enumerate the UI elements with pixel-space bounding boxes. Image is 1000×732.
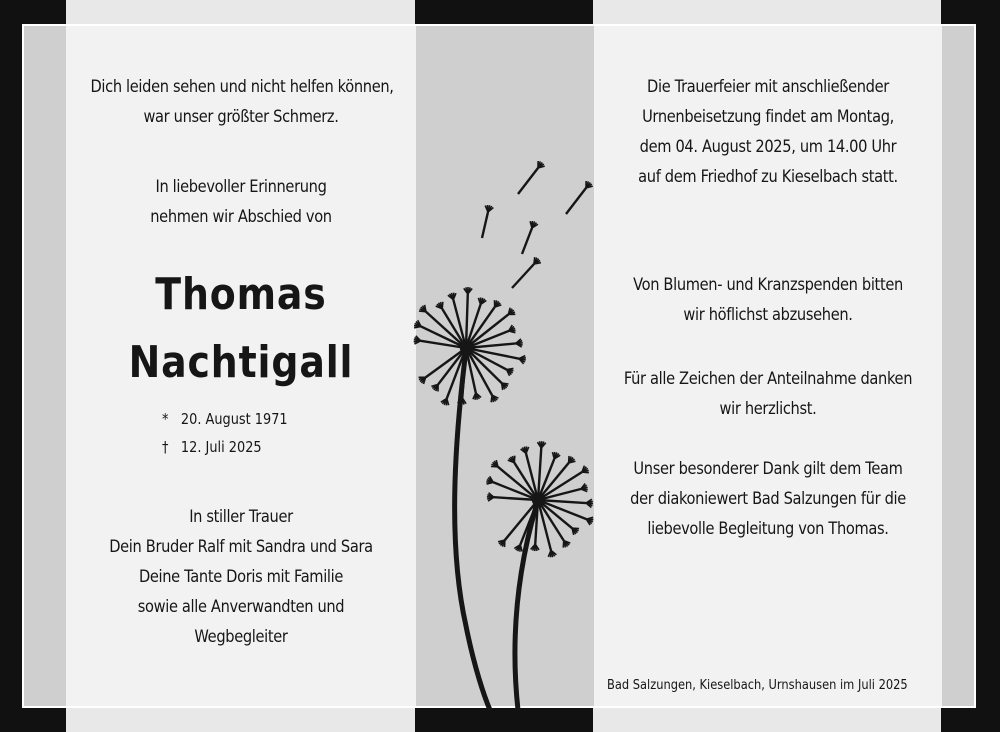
flowers-line: Von Blumen- und Kranzspenden bitten <box>633 275 903 295</box>
intro <box>91 172 392 232</box>
mourner-line: Dein Bruder Ralf mit Sandra und Sara <box>109 537 373 557</box>
birth-date-row <box>162 406 288 432</box>
place-date-footer: Bad Salzungen, Kieselbach, Urnshausen im Juli 2025 <box>607 678 908 693</box>
team-thanks <box>618 454 917 544</box>
birth-date: 20. August 1971 <box>180 410 288 428</box>
intro-line: In liebevoller Erinnerung <box>155 177 327 197</box>
flowers-line: wir höflichst abzusehen. <box>683 305 853 325</box>
last-name: Nachtigall <box>128 337 354 388</box>
ceremony-line: Urnenbeisetzung findet am Montag, <box>642 107 894 127</box>
death-date: 12. Juli 2025 <box>180 438 262 456</box>
ceremony-line: auf dem Friedhof zu Kieselbach statt. <box>638 167 898 187</box>
mourner-line: In stiller Trauer <box>189 507 293 527</box>
mourner-line: sowie alle Anverwandten und <box>137 597 345 617</box>
obituary-card <box>22 24 976 708</box>
ceremony-info <box>618 72 917 192</box>
death-cross-icon: † <box>162 438 169 456</box>
team-line: liebevolle Begleitung von Thomas. <box>647 519 889 539</box>
ceremony-line: dem 04. August 2025, um 14.00 Uhr <box>639 137 897 157</box>
thanks-line: wir herzlichst. <box>719 399 817 419</box>
right-panel <box>594 26 942 706</box>
death-date-row <box>162 434 262 460</box>
flowers-note <box>618 270 917 330</box>
mourners <box>91 502 392 652</box>
thanks-note <box>618 364 917 424</box>
first-name: Thomas <box>155 269 327 320</box>
team-line: der diakoniewert Bad Salzungen für die <box>630 489 906 509</box>
left-panel <box>66 26 416 706</box>
mourner-line: Wegbegleiter <box>194 627 288 647</box>
center-band <box>416 26 594 706</box>
quote-line: Dich leiden sehen und nicht helfen können, <box>90 77 394 97</box>
ceremony-line: Die Trauerfeier mit anschließender <box>647 77 889 97</box>
team-line: Unser besonderer Dank gilt dem Team <box>633 459 903 479</box>
thanks-line: Für alle Zeichen der Anteilnahme danken <box>623 369 913 389</box>
quote-line: war unser größter Schmerz. <box>143 107 339 127</box>
mourner-line: Deine Tante Doris mit Familie <box>138 567 344 587</box>
quote <box>91 72 392 132</box>
birth-star-icon: * <box>162 410 169 428</box>
intro-line: nehmen wir Abschied von <box>150 207 332 227</box>
